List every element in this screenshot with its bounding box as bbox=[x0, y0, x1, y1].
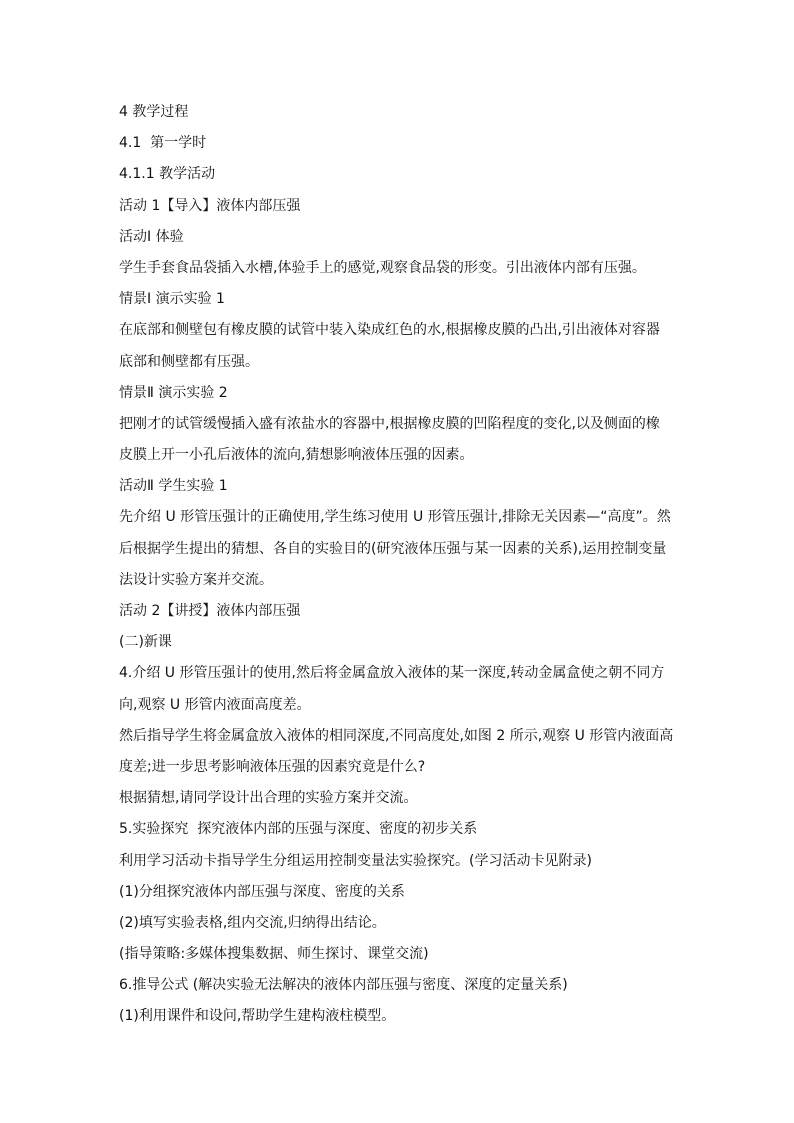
paragraph-line: 向,观察 U 形管内液面高度差。 bbox=[119, 696, 311, 713]
list-item: (1)利用课件和设问,帮助学生建构液柱模型。 bbox=[119, 1008, 396, 1025]
paragraph-line: 4.介绍 U 形管压强计的使用,然后将金属盒放入液体的某一深度,转动金属盒使之朝不同方 bbox=[119, 665, 665, 682]
activity-1-part-2-title: 活动Ⅱ 学生实验 1 bbox=[119, 478, 228, 495]
paragraph-line: 法设计实验方案并交流。 bbox=[119, 571, 273, 588]
paragraph-line: 学生手套食品袋插入水槽,体验手上的感觉,观察食品袋的形变。引出液体内部有压强。 bbox=[119, 259, 646, 276]
section-heading: 4 教学过程 bbox=[119, 104, 189, 120]
paragraph-line: 利用学习活动卡指导学生分组运用控制变量法实验探究。(学习活动卡见附录) bbox=[119, 852, 592, 869]
step-6-title: 6.推导公式 (解决实验无法解决的液体内部压强与密度、深度的定量关系) bbox=[119, 977, 568, 994]
paragraph-line: 根据猜想,请同学设计出合理的实验方案并交流。 bbox=[119, 790, 418, 807]
paragraph-line: 把刚才的试管缓慢插入盛有浓盐水的容器中,根据橡皮膜的凹陷程度的变化,以及侧面的橡 bbox=[119, 415, 660, 432]
strategy-note: (指导策略:多媒体搜集数据、师生探讨、课堂交流) bbox=[119, 946, 429, 963]
step-5-title: 5.实验探究 探究液体内部的压强与深度、密度的初步关系 bbox=[119, 821, 478, 838]
scene-2-title: 情景Ⅱ 演示实验 2 bbox=[119, 384, 228, 401]
paragraph-line: 后根据学生提出的猜想、各自的实验目的(研究液体压强与某一因素的关系),运用控制变量 bbox=[119, 540, 667, 557]
scene-1-title: 情景Ⅰ 演示实验 1 bbox=[119, 291, 225, 308]
paragraph-line: 度差;进一步思考影响液体压强的因素究竟是什么? bbox=[119, 758, 426, 775]
paragraph-line: 皮膜上开一小孔后液体的流向,猜想影响液体压强的因素。 bbox=[119, 447, 474, 464]
paragraph-line: 然后指导学生将金属盒放入液体的相同深度,不同高度处,如图 2 所示,观察 U 形管内液面高 bbox=[119, 727, 674, 744]
subsection-heading: 4.1 第一学时 bbox=[119, 135, 207, 152]
document-body bbox=[119, 97, 699, 1033]
activity-1-part-1-title: 活动Ⅰ 体验 bbox=[119, 228, 184, 245]
activity-1-title: 活动 1【导入】液体内部压强 bbox=[119, 197, 301, 214]
list-item: (1)分组探究液体内部压强与深度、密度的关系 bbox=[119, 883, 405, 900]
paragraph-line: 在底部和侧壁包有橡皮膜的试管中装入染成红色的水,根据橡皮膜的凸出,引出液体对容器 bbox=[119, 322, 660, 339]
subsubsection-heading: 4.1.1 教学活动 bbox=[119, 166, 216, 183]
paragraph-line: 先介绍 U 形管压强计的正确使用,学生练习使用 U 形管压强计,排除无关因素—“高度”。然 bbox=[119, 509, 671, 526]
activity-2-title: 活动 2【讲授】液体内部压强 bbox=[119, 603, 301, 619]
list-item: (2)填写实验表格,组内交流,归纳得出结论。 bbox=[119, 914, 386, 931]
paragraph-line: 底部和侧壁都有压强。 bbox=[119, 353, 259, 370]
new-lesson-title: (二)新课 bbox=[119, 634, 172, 651]
